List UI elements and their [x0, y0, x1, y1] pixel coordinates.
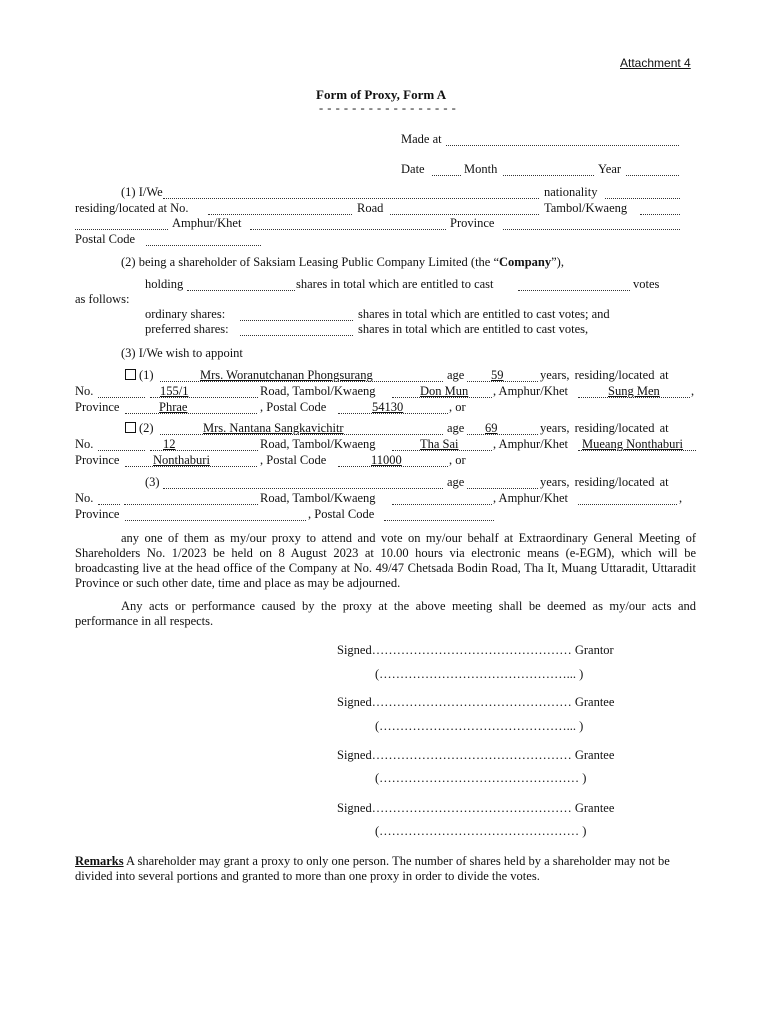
- proxy-2-province[interactable]: Nonthaburi: [153, 453, 210, 467]
- or-label: , or: [449, 453, 466, 467]
- years-label: years, residing/located at: [540, 475, 669, 489]
- signature-grantee-3-name[interactable]: (………………………………………… ): [375, 824, 587, 838]
- tambol-field[interactable]: [640, 203, 680, 215]
- proxy-2-option[interactable]: (2): [125, 421, 154, 436]
- proxy-3-age-line[interactable]: [467, 477, 538, 489]
- shareholder-name-field[interactable]: [163, 187, 539, 199]
- remarks: [75, 854, 696, 884]
- signature-grantee-1[interactable]: Signed………………………………………… Grantee: [337, 695, 615, 709]
- remarks-text: A shareholder may grant a proxy to only one person. The number of shares held by a shareholder may not be divided into several portions and granted to more than one proxy in order to divide the votes.: [75, 854, 670, 883]
- amphur-label: , Amphur/Khet: [493, 384, 568, 398]
- age-label: age: [447, 475, 465, 489]
- proxy-1-name[interactable]: Mrs. Woranutchanan Phongsurang: [200, 368, 373, 382]
- proxy-3-postal-line[interactable]: [384, 509, 494, 521]
- remarks-label: Remarks: [75, 854, 124, 868]
- proxy-3-name-line[interactable]: [163, 477, 443, 489]
- proxy-1-amphur[interactable]: Sung Men: [608, 384, 660, 398]
- road-tambol-label: Road, Tambol/Kwaeng: [260, 437, 376, 451]
- proxy-2-tambol[interactable]: Tha Sai: [420, 437, 459, 451]
- amphur-label: Amphur/Khet: [172, 216, 242, 230]
- proxy-2-no-line[interactable]: [98, 439, 145, 451]
- signature-grantee-2[interactable]: Signed………………………………………… Grantee: [337, 748, 615, 762]
- amphur-label: , Amphur/Khet: [493, 437, 568, 451]
- signature-grantee-2-name[interactable]: (………………………………………… ): [375, 771, 587, 785]
- proxy-2-amphur[interactable]: Mueang Nonthaburi: [582, 437, 684, 451]
- years-label: years, residing/located at: [540, 368, 669, 382]
- made-at-label: Made at: [401, 132, 442, 146]
- postal-label: , Postal Code: [308, 507, 375, 521]
- as-follows-label: as follows:: [75, 292, 130, 306]
- postal-label: , Postal Code: [260, 453, 327, 467]
- signature-grantor-name[interactable]: (………………………………………... ): [375, 667, 584, 681]
- year-label: Year: [598, 162, 622, 176]
- road-tambol-label: Road, Tambol/Kwaeng: [260, 384, 376, 398]
- province-label: Province: [75, 453, 120, 467]
- proxy-1-age[interactable]: 59: [491, 368, 504, 382]
- ordinary-label: ordinary shares:: [145, 307, 226, 321]
- part3-lead: (3) I/We wish to appoint: [121, 346, 243, 360]
- amphur-label: , Amphur/Khet: [493, 491, 568, 505]
- title-underline-dashes: - - - - - - - - - - - - - - - - -: [319, 101, 457, 115]
- proxy-3-no-line[interactable]: [98, 493, 120, 505]
- tambol-field-cont[interactable]: [75, 218, 168, 230]
- address-no-field[interactable]: [208, 203, 352, 215]
- proxy-3-no-line-b[interactable]: [124, 493, 258, 505]
- part2-lead: (2) being a shareholder of Saksiam Leasing Public Company Limited (the “Company”),: [121, 255, 564, 269]
- form-title: Form of Proxy, Form A: [316, 87, 447, 102]
- ordinary-shares-field[interactable]: [240, 309, 353, 321]
- proxy-1-option[interactable]: (1): [125, 368, 154, 383]
- postal-label: Postal Code: [75, 232, 136, 246]
- preferred-shares-field[interactable]: [240, 324, 353, 336]
- postal-field[interactable]: [146, 234, 261, 246]
- postal-label: , Postal Code: [260, 400, 327, 414]
- proxy-1-no[interactable]: 155/1: [160, 384, 189, 398]
- proxy-2-age[interactable]: 69: [485, 421, 498, 435]
- province-label: Province: [450, 216, 495, 230]
- proxy-2-name[interactable]: Mrs. Nantana Sangkavichitr: [203, 421, 344, 435]
- proxy-1-province-line[interactable]: [125, 402, 257, 414]
- no-label: No.: [75, 384, 94, 398]
- date-field[interactable]: [432, 164, 461, 176]
- proxy-3-option[interactable]: (3): [145, 475, 160, 489]
- attachment-label: Attachment 4: [620, 56, 691, 70]
- road-tambol-label: Road, Tambol/Kwaeng: [260, 491, 376, 505]
- or-label: , or: [449, 400, 466, 414]
- age-label: age: [447, 368, 465, 382]
- part1-lead: (1) I/We: [121, 185, 163, 199]
- votes-label: votes: [633, 277, 660, 291]
- province-label: Province: [75, 507, 120, 521]
- signature-grantee-1-name[interactable]: (………………………………………... ): [375, 719, 584, 733]
- month-field[interactable]: [503, 164, 594, 176]
- company-term: Company: [499, 255, 552, 269]
- proxy-1-province[interactable]: Phrae: [159, 400, 188, 414]
- proxy-1-no-line[interactable]: [98, 386, 145, 398]
- residing-label: residing/located at No.: [75, 201, 189, 215]
- year-field[interactable]: [626, 164, 679, 176]
- province-label: Province: [75, 400, 120, 414]
- amphur-field[interactable]: [250, 218, 446, 230]
- province-field[interactable]: [503, 218, 680, 230]
- age-label: age: [447, 421, 465, 435]
- proxy-2-postal[interactable]: 11000: [371, 453, 402, 467]
- no-label: No.: [75, 437, 94, 451]
- proxy-1-tambol[interactable]: Don Mun: [420, 384, 469, 398]
- holding-label: holding: [145, 277, 184, 291]
- tambol-label: Tambol/Kwaeng: [544, 201, 628, 215]
- comma: ,: [691, 384, 695, 398]
- holding-votes-field[interactable]: [518, 279, 630, 291]
- proxy-1-no-line-b[interactable]: [150, 386, 258, 398]
- proxy-1-checkbox[interactable]: [125, 369, 136, 380]
- acts-paragraph: Any acts or performance caused by the proxy at the above meeting shall be deemed as my/our acts and performance in all respects.: [75, 599, 696, 628]
- proxy-2-no[interactable]: 12: [163, 437, 176, 451]
- signature-grantee-3[interactable]: Signed………………………………………… Grantee: [337, 801, 615, 815]
- meeting-paragraph: any one of them as my/our proxy to attend and vote on my/our behalf at Extraordinary General Meeting of Shareholders No. 1/2023 be held on 8 August 2023 at 10.00 hours via electronic means (e-EGM), which will be broadcasting live at the head office of the Company at No. 49/47 Chetsada Bodin Road, Tha It, Muang Uttaradit, Uttaradit Province or such other date, time and place as may be adjourned.: [75, 531, 696, 590]
- preferred-tail: shares in total which are entitled to cast votes,: [358, 322, 589, 336]
- date-label: Date: [401, 162, 425, 176]
- made-at-field[interactable]: [446, 134, 679, 146]
- proxy-3-province-line[interactable]: [125, 509, 306, 521]
- signature-grantor[interactable]: Signed………………………………………… Grantor: [337, 643, 614, 657]
- proxy-1-postal[interactable]: 54130: [372, 400, 404, 414]
- road-label: Road: [357, 201, 384, 215]
- preferred-label: preferred shares:: [145, 322, 229, 336]
- nationality-label: nationality: [544, 185, 598, 199]
- proxy-3-tambol-line[interactable]: [392, 493, 492, 505]
- years-label: years, residing/located at: [540, 421, 669, 435]
- comma: ,: [679, 491, 683, 505]
- proxy-2-age-line[interactable]: [467, 423, 538, 435]
- holding-shares-text: shares in total which are entitled to cast: [296, 277, 494, 291]
- nationality-field[interactable]: [605, 187, 680, 199]
- road-field[interactable]: [390, 203, 539, 215]
- proxy-2-checkbox[interactable]: [125, 422, 136, 433]
- ordinary-tail: shares in total which are entitled to cast votes; and: [358, 307, 610, 321]
- proxy-3-amphur-line[interactable]: [578, 493, 677, 505]
- month-label: Month: [464, 162, 498, 176]
- no-label: No.: [75, 491, 94, 505]
- holding-shares-field[interactable]: [187, 279, 295, 291]
